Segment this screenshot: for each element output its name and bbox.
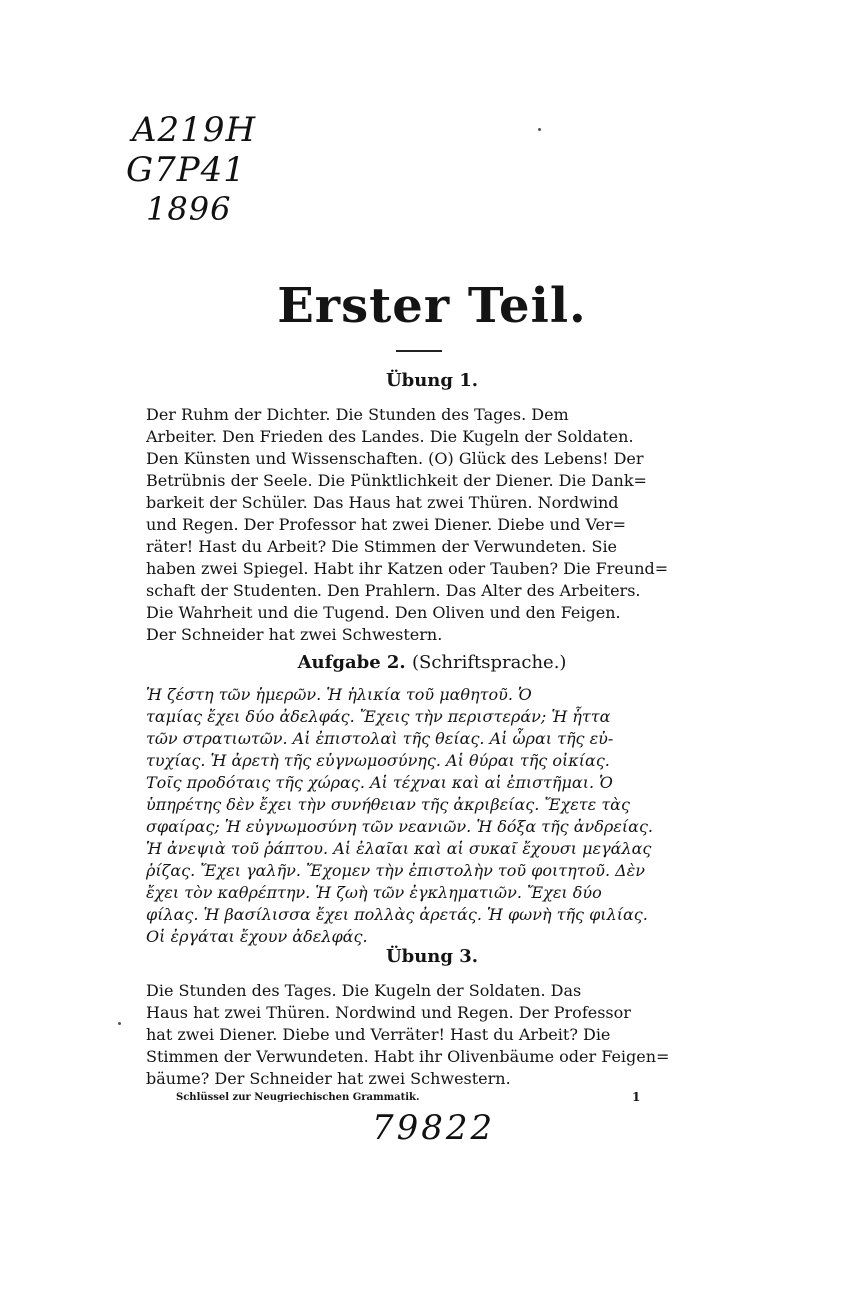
- text-line: Stimmen der Verwundeten. Habt ihr Olivenbäume oder Feigen=: [146, 1047, 670, 1066]
- page-title: Erster Teil.: [277, 278, 587, 334]
- text-line: und Regen. Der Professor hat zwei Diener. Diebe und Ver=: [146, 515, 627, 534]
- text-line: Ἡ ἀνεψιὰ τοῦ ῥάπτου. Αἱ ἐλαῖαι καὶ αἱ συκαῖ ἔχουσι μεγάλας: [146, 839, 652, 858]
- call-number-line-1: A219H: [132, 110, 257, 150]
- call-number-line-3: 1896: [146, 190, 232, 228]
- text-line: Den Künsten und Wissenschaften. (O) Glück des Lebens! Der: [146, 449, 644, 468]
- text-line: ὑπηρέτης δὲν ἔχει τὴν συνήθειαν τῆς ἀκριβείας. Ἔχετε τὰς: [146, 795, 630, 814]
- ink-speck: [538, 128, 541, 131]
- text-line: ταμίας ἔχει δύο ἀδελφάς. Ἔχεις τὴν περιστεράν; Ἡ ἧττα: [146, 707, 611, 726]
- section-heading-2-label: Aufgabe 2.: [297, 652, 406, 673]
- text-line: σφαίρας; Ἡ εὐγνωμοσύνη τῶν νεανιῶν. Ἡ δόξα τῆς ἀνδρείας.: [146, 817, 654, 836]
- text-line: Der Ruhm der Dichter. Die Stunden des Tages. Dem: [146, 405, 569, 424]
- text-line: τυχίας. Ἡ ἀρετὴ τῆς εὐγνωμοσύνης. Αἱ θύραι τῆς οἰκίας.: [146, 751, 610, 770]
- text-line: Der Schneider hat zwei Schwestern.: [146, 625, 443, 644]
- text-line: ῥίζας. Ἔχει γαλῆν. Ἔχομεν τὴν ἐπιστολὴν τοῦ φοιτητοῦ. Δὲν: [146, 861, 645, 880]
- text-line: Die Stunden des Tages. Die Kugeln der Soldaten. Das: [146, 981, 582, 1000]
- text-line: Arbeiter. Den Frieden des Landes. Die Kugeln der Soldaten.: [146, 427, 634, 446]
- text-line: φίλας. Ἡ βασίλισσα ἔχει πολλὰς ἀρετάς. Ἡ φωνὴ τῆς φιλίας.: [146, 905, 648, 924]
- section-heading-2-subtitle: (Schriftsprache.): [411, 652, 567, 673]
- text-line: Τοῖς προδόταις τῆς χώρας. Αἱ τέχναι καὶ αἱ ἐπιστῆμαι. Ὁ: [146, 773, 613, 792]
- text-line: räter! Hast du Arbeit? Die Stimmen der Verwundeten. Sie: [146, 537, 618, 556]
- page-number: 1: [632, 1090, 641, 1104]
- call-number-line-2: G7P41: [126, 150, 246, 190]
- text-line: hat zwei Diener. Diebe und Verräter! Hast du Arbeit? Die: [146, 1025, 611, 1044]
- ink-speck: [118, 1022, 121, 1025]
- text-line: schaft der Studenten. Den Prahlern. Das Alter des Arbeiters.: [146, 581, 641, 600]
- section-heading-3: Übung 3.: [385, 946, 479, 967]
- text-line: Οἱ ἐργάται ἔχουν ἀδελφάς.: [146, 927, 368, 946]
- text-line: τῶν στρατιωτῶν. Αἱ ἐπιστολαὶ τῆς θείας. Αἱ ὧραι τῆς εὐ-: [146, 729, 614, 748]
- text-line: bäume? Der Schneider hat zwei Schwestern.: [146, 1069, 511, 1088]
- section-body-3: [146, 980, 694, 1090]
- section-heading-1: Übung 1.: [385, 370, 479, 391]
- text-line: barkeit der Schüler. Das Haus hat zwei Thüren. Nordwind: [146, 493, 619, 512]
- text-line: haben zwei Spiegel. Habt ihr Katzen oder Tauben? Die Freund=: [146, 559, 669, 578]
- section-body-1: [146, 404, 694, 646]
- text-line: Betrübnis der Seele. Die Pünktlichkeit der Diener. Die Dank=: [146, 471, 647, 490]
- text-line: ἔχει τὸν καθρέπτην. Ἡ ζωὴ τῶν ἐγκληματιῶν. Ἔχει δύο: [146, 883, 602, 902]
- text-line: Haus hat zwei Thüren. Nordwind und Regen. Der Professor: [146, 1003, 631, 1022]
- text-line: Die Wahrheit und die Tugend. Den Oliven und den Feigen.: [146, 603, 621, 622]
- accession-number: 79822: [372, 1108, 496, 1148]
- section-heading-2: [0, 652, 864, 673]
- footer-signature: Schlüssel zur Neugriechischen Grammatik.: [176, 1092, 420, 1103]
- title-divider: [396, 350, 442, 352]
- section-body-2: [146, 684, 694, 948]
- text-line: Ἡ ζέστη τῶν ἡμερῶν. Ἡ ἡλικία τοῦ μαθητοῦ. Ὁ: [146, 685, 532, 704]
